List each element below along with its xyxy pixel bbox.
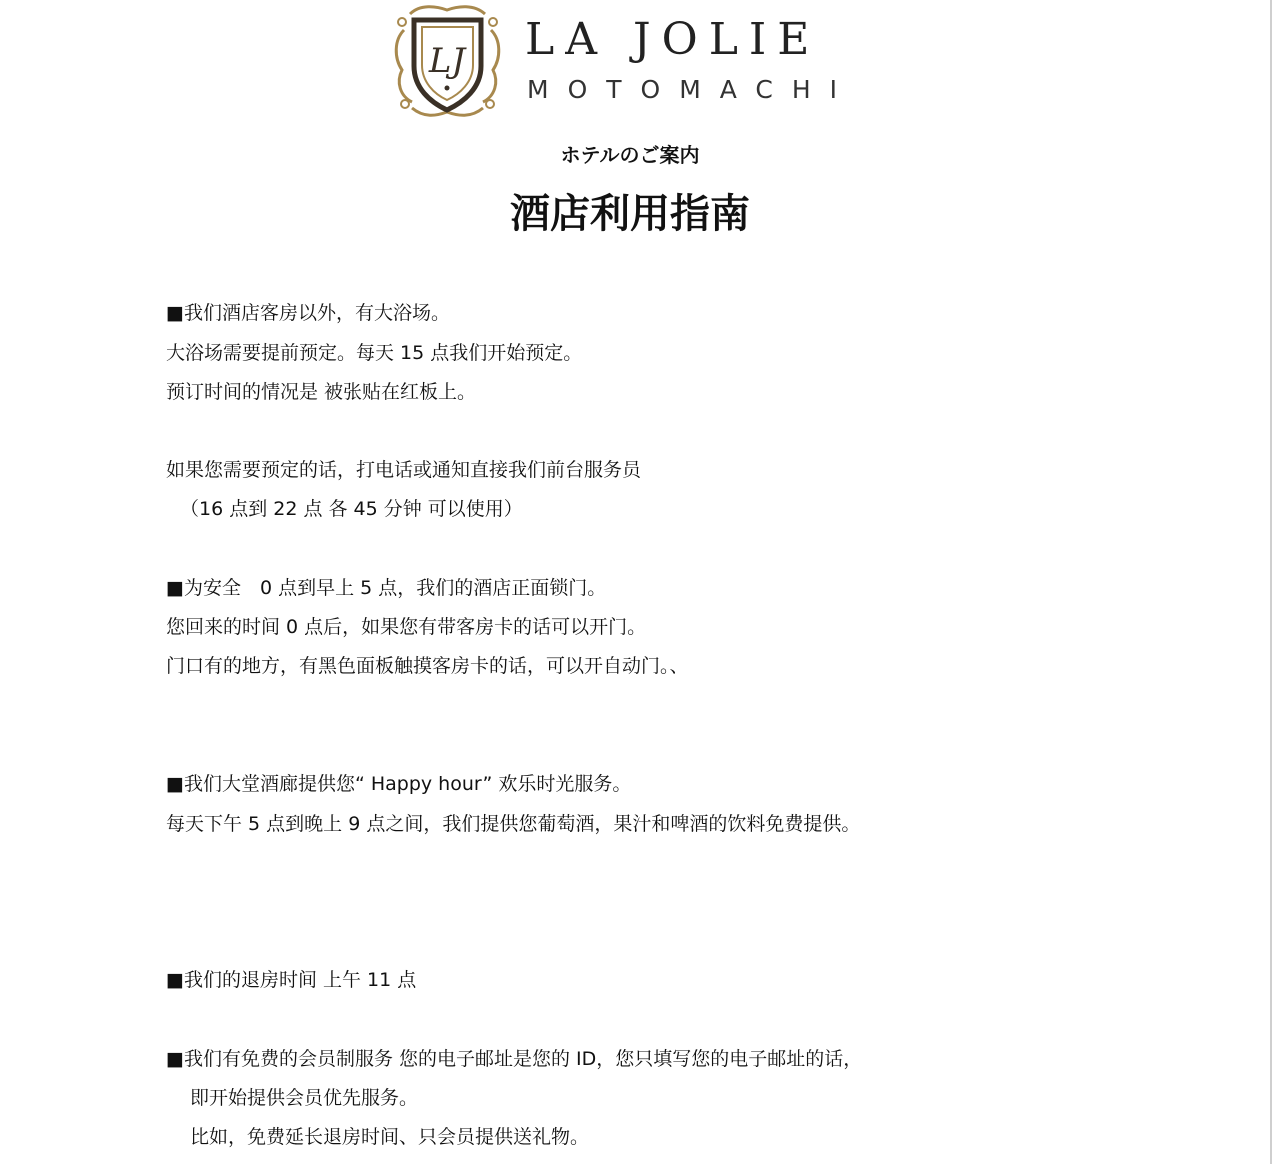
security-line-3: 门口有的地方，有黑色面板触摸客房卡的话，可以开自动门。、 <box>166 655 689 677</box>
membership-line-2: 即开始提供会员优先服务。 <box>190 1087 419 1109</box>
checkout-line: ■我们的退房时间 上午 11 点 <box>166 969 417 991</box>
crest-monogram: LJ <box>428 41 466 81</box>
brand-subtitle: MOTOMACHI <box>527 75 857 104</box>
page-title: 酒店利用指南 <box>510 190 750 237</box>
membership-line-3: 比如，免费延长退房时间、只会员提供送礼物。 <box>190 1126 590 1148</box>
bath-hours-line: （16 点到 22 点 各 45 分钟 可以使用） <box>180 498 523 520</box>
happy-hour-line-1: ■我们大堂酒廊提供您“ Happy hour” 欢乐时光服务。 <box>166 773 632 795</box>
crest-emblem-icon <box>390 0 505 122</box>
bath-info-line-1: ■我们酒店客房以外，有大浴场。 <box>166 302 450 324</box>
membership-line-1: ■我们有免费的会员制服务 您的电子邮址是您的 ID，您只填写您的电子邮址的话， <box>166 1048 863 1070</box>
security-line-1: ■为安全 0 点到早上 5 点，我们的酒店正面锁门。 <box>166 577 607 599</box>
hotel-logo <box>390 0 870 122</box>
happy-hour-line-2: 每天下午 5 点到晚上 9 点之间，我们提供您葡萄酒，果汁和啤酒的饮料免费提供。 <box>166 813 861 835</box>
bath-info-line-2: 大浴场需要提前预定。每天 15 点我们开始预定。 <box>166 342 583 364</box>
page-edge-rule <box>1270 0 1272 1164</box>
brand-name: LA JOLIE <box>525 14 821 65</box>
japanese-heading: ホテルのご案内 <box>560 143 700 167</box>
bath-info-line-3: 预订时间的情况是 被张贴在红板上。 <box>166 381 477 403</box>
bath-info-line-4: 如果您需要预定的话，打电话或通知直接我们前台服务员 <box>166 459 642 481</box>
security-line-2: 您回来的时间 0 点后，如果您有带客房卡的话可以开门。 <box>166 616 647 638</box>
